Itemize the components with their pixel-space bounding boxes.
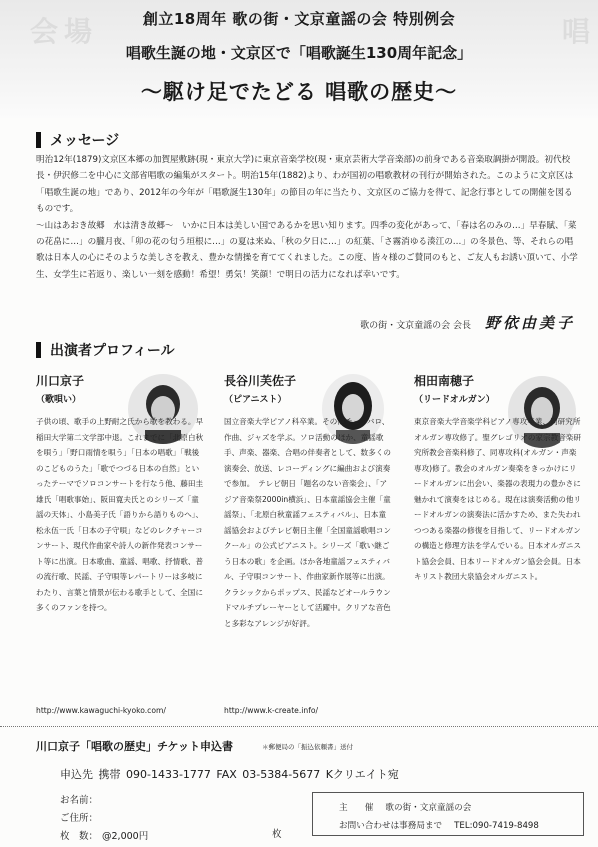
performer-3-role: （リードオルガン） (414, 395, 495, 405)
ticket-apply-contact: 申込先 携帯 090-1433-1777 FAX 03-5384-5677 Kクリエイト宛 (60, 768, 399, 781)
profiles-section-title (36, 340, 175, 360)
quantity-label: 枚 数： (60, 831, 99, 842)
signature-name: 野依由美子 (484, 314, 575, 332)
header-title-line3: 〜駆け足でたどる 唱歌の歴史〜 (140, 80, 458, 104)
organizer-name: 歌の街・文京童謡の会 (385, 803, 472, 813)
message-paragraph-2: 〜山はあおき故郷 水は清き故郷〜 いかに日本は美しい国であるかを思い知ります。四季の変化があって、「春は名のみの…」早春賦、「菜の花畠に…」の朧月夜、「卯の花の匂う垣根に…」の夏は来ぬ、「秋の夕日に…」の紅葉、「さ霧消ゆる湊江の…」の冬景色、等、それらの唱歌は日本人の心にそのような美しさを教え、豊かな情操を育ててくれました。この度、皆々様のご賛同のもと、ご友人もお誘い頂いて、小学生、女学生に若返り、楽しい一刻を感動！希望！勇気！笑顔！で明日の活力になれば幸いです。 (36, 220, 578, 280)
name-field[interactable] (60, 792, 98, 806)
performer-1-name: 川口京子 (36, 374, 85, 388)
address-field[interactable] (60, 810, 98, 824)
organizer-contact-label: お問い合わせは事務局まで (339, 821, 443, 831)
message-body (36, 152, 580, 283)
performer-3-name: 相田南穂子 (414, 374, 475, 388)
performer-1-bio: 子供の頃、歌手の上野耐之氏から歌を教わる。早稲田大学第二文学部中退。これまでに「北原白秋を唄う」「野口雨情を唄う」「日本の唱歌」「戦後のこどものうた」「歌でつづる日本の自然」といったテーマでソロコンサートを行なう他、藤田圭雄氏「唱歌事始」、阪田寛夫氏とのシリーズ「童謡の天体」、小島美子氏「語りから語りものへ」、松永伍一氏「日本の子守唄」などのレクチャーコンサート、現代作曲家や詩人の新作発表コンサート等に出演。日本歌曲、童謡、唱歌、抒情歌、普の流行歌、民謡、子守唄等レパートリーは多岐にわたり、言葉と情景が伝わる歌手として、全国に多くのファンを持つ。 (36, 417, 204, 612)
quantity-unit: 枚 (272, 829, 282, 840)
performer-2-bio: 国立音楽大学ピアノ科卒業。その他チェンバロ、作曲、ジャズを学ぶ。ソロ活動のほか、童謡歌手、声楽、器楽、合唱の伴奏者として、数多くの演奏会、放送、レコーディングに編曲および演奏で参加。 テレビ朝日「題名のない音楽会」、「アジア音楽祭2000in横浜」、日本童謡協会主催「童謡祭」、「北原白秋童謡フェスティバル」、日本童謡協会およびテレビ朝日主催「全国童謡歌唱コンクール」の公式ピアニスト。シリーズ「歌い継ごう日本の歌」を企画。ほか各地童謡フェスティバル、子守唄コンサート、作曲家新作展等に出演。クラシックからポップス、民謡などオールラウンドマルチプレーヤーとして活躍中。クリアな音色と多彩なアレンジが好評。 (224, 417, 391, 628)
performer-2-url[interactable]: http://www.k-create.info/ (224, 706, 319, 715)
section-bar-icon (36, 132, 41, 148)
organizer-contact-row (339, 819, 539, 831)
performer-3-heading (414, 372, 495, 405)
profiles-title-text: 出演者プロフィール (50, 343, 175, 359)
section-bar-icon (36, 342, 41, 358)
message-signature (0, 312, 575, 333)
organizer-tel: TEL:090-7419-8498 (454, 821, 539, 831)
header-banner (0, 0, 598, 118)
header-title-line2: 唱歌生誕の地・文京区で「唱歌誕生130周年記念」 (125, 44, 473, 62)
performer-1-role: （歌唄い） (36, 395, 82, 405)
header-title-line1: 創立18周年 歌の街・文京童謡の会 特別例会 (142, 10, 456, 28)
ticket-form-note: ＊郵便局の「振込依頼書」送付 (262, 743, 353, 751)
message-title-text: メッセージ (50, 133, 120, 149)
organizer-row (339, 801, 471, 813)
address-label: ご住所： (60, 813, 99, 824)
performer-1-heading (36, 372, 84, 405)
cut-line (0, 726, 598, 727)
name-label: お名前： (60, 795, 99, 806)
signature-org: 歌の街・文京童謡の会 会長 (360, 321, 471, 331)
performer-2-name: 長谷川芙佐子 (224, 374, 297, 388)
performer-3-bio: 東京音楽大学音楽学科ピアノ専攻卒業、同研究所オルガン専攻修了。聖グレゴリオの家宗教音楽研究所教会音楽科修了、同専攻科(オルガン・声楽専攻)修了。教会のオルガン奏楽をきっかけにリードオルガンに出会い、楽器の表現力の豊かさに魅かれて演奏をはじめる。現在は演奏活動の他リードオルガンの演奏法に活かすため、また失われつつある楽器の修復を目指して、リードオルガンの構造と修理方法を学んでいる。日本オルガニスト協会会員、日本リードオルガン協会会員。日本キリスト教団大泉協会オルガニスト。 (414, 417, 582, 581)
ticket-form-title: 川口京子「唱歌の歴史」チケット申込書 (36, 740, 234, 753)
performer-2-heading (224, 372, 296, 405)
performer-1-url[interactable]: http://www.kawaguchi-kyoko.com/ (36, 706, 166, 715)
quantity-field[interactable] (60, 828, 148, 842)
header-ghost-text-right: 唱 (561, 15, 590, 48)
organizer-label: 主 催 (339, 803, 374, 813)
ticket-price: @2,000円 (102, 831, 149, 842)
performer-2-role: （ピアニスト） (224, 395, 287, 405)
message-section-title (36, 130, 119, 150)
header-ghost-text: 会場 (30, 15, 99, 48)
message-paragraph-1: 明治12年(1879)文京区本郷の加賀屋敷跡(現・東京大学)に東京音楽学校(現・東京芸術大学音楽部)の前身である音楽取調掛が開設。初代校長・伊沢修二を中心に文部省唱歌の編集がスタート。明治15年(1882)より、わが国初の唱歌教材の刊行が開始された。このように文京区は「唱歌生誕の地」であり、2012年の今年が「唱歌誕生130年」の節目の年に当たり、文京区のご協力を得て、記念行事としての開催を図るものです。 (36, 155, 574, 215)
organizer-box (312, 792, 584, 836)
